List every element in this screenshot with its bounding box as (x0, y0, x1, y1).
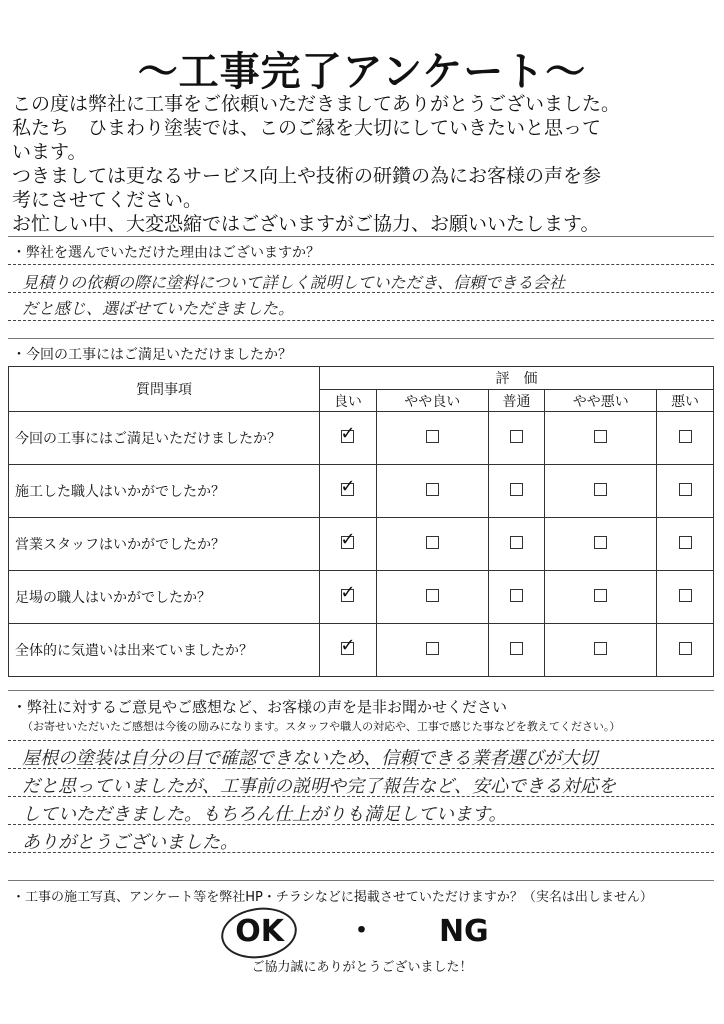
option-header: やや良い (376, 390, 488, 412)
row-question: 全体的に気遣いは出来ていましたか？ (9, 624, 320, 677)
option-cell (545, 571, 657, 624)
answer-line (8, 824, 714, 825)
option-cell (488, 624, 545, 677)
checkbox[interactable] (679, 483, 692, 496)
intro-line: お忙しい中、大変恐縮ではございますがご協力、お願いいたします。 (12, 213, 600, 235)
checkbox[interactable] (426, 483, 439, 496)
table-row (9, 412, 714, 465)
checkbox[interactable] (426, 430, 439, 443)
table-row (9, 571, 714, 624)
answer-line (8, 320, 714, 321)
option-cell (657, 571, 714, 624)
answer-line (8, 852, 714, 853)
q2-heading: ・今回の工事にはご満足いただけましたか？ (12, 347, 292, 363)
row-question: 営業スタッフはいかがでしたか？ (9, 518, 320, 571)
checkmark-icon: ✓ (340, 634, 356, 656)
option-cell (545, 465, 657, 518)
divider (8, 880, 714, 881)
option-header: 普通 (488, 390, 545, 412)
col-question-header: 質問事項 (9, 367, 320, 412)
answer-line (8, 768, 714, 769)
q3-answer-line: していただきました。もちろん仕上がりも満足しています。 (22, 804, 507, 825)
checkbox[interactable] (426, 642, 439, 655)
checked-checkbox[interactable] (340, 475, 356, 497)
checkbox[interactable] (679, 642, 692, 655)
option-cell (376, 465, 488, 518)
checked-checkbox[interactable] (340, 634, 356, 656)
q1-heading: ・弊社を選んでいただけた理由はございますか？ (12, 245, 320, 261)
option-cell (545, 412, 657, 465)
divider (8, 690, 714, 691)
intro-line: います。 (12, 141, 87, 163)
checkbox[interactable] (426, 536, 439, 549)
intro-line: 私たち ひまわり塗装では、このご縁を大切にしていきたいと思って (12, 117, 602, 139)
option-cell (657, 518, 714, 571)
checkbox[interactable] (679, 536, 692, 549)
ng-option[interactable]: NG (438, 914, 489, 949)
option-cell (657, 412, 714, 465)
option-cell (488, 412, 545, 465)
option-cell (320, 518, 377, 571)
checkmark-icon: ✓ (340, 475, 356, 497)
checkbox[interactable] (510, 536, 523, 549)
row-question: 足場の職人はいかがでしたか？ (9, 571, 320, 624)
divider (8, 338, 714, 339)
ok-option-circled[interactable]: OK (235, 914, 285, 949)
checkmark-icon: ✓ (340, 581, 356, 603)
checkbox[interactable] (594, 483, 607, 496)
checkbox[interactable] (594, 430, 607, 443)
option-cell (320, 412, 377, 465)
page-title: 〜工事完了アンケート〜 (137, 49, 587, 95)
q3-answer-line: ありがとうございました。 (22, 832, 238, 853)
q3-answer-line: 屋根の塗装は自分の目で確認できないため、信頼できる業者選びが大切 (22, 748, 598, 769)
checkbox[interactable] (594, 642, 607, 655)
q3-note: （お寄せいただいたご感想は今後の励みになります。スタッフや職人の対応や、工事で感じた事などを教えてください。） (22, 720, 621, 733)
checked-checkbox[interactable] (340, 528, 356, 550)
intro-line: 考にさせてください。 (12, 189, 203, 211)
checkbox[interactable] (510, 483, 523, 496)
option-cell (488, 518, 545, 571)
checkbox[interactable] (679, 589, 692, 602)
option-cell (545, 624, 657, 677)
checkmark-icon: ✓ (340, 528, 356, 550)
thanks-message: ご協力誠にありがとうございました！ (251, 960, 473, 975)
option-cell (320, 624, 377, 677)
row-question: 今回の工事にはご満足いただけましたか？ (9, 412, 320, 465)
checkbox[interactable] (594, 589, 607, 602)
checkbox[interactable] (594, 536, 607, 549)
checkbox[interactable] (510, 589, 523, 602)
option-cell (488, 465, 545, 518)
table-row (9, 465, 714, 518)
option-cell (657, 465, 714, 518)
intro-text (12, 92, 712, 236)
option-header: 悪い (657, 390, 714, 412)
q4-heading: ・工事の施工写真、アンケート等を弊社HP・チラシなどに掲載させていただけますか？（実名は出しません） (12, 890, 653, 905)
row-question: 施工した職人はいかがでしたか？ (9, 465, 320, 518)
checkbox[interactable] (426, 589, 439, 602)
answer-line (8, 740, 714, 741)
option-cell (376, 518, 488, 571)
answer-line (8, 264, 714, 265)
option-cell (488, 571, 545, 624)
option-header: 良い (320, 390, 377, 412)
checkmark-icon: ✓ (340, 422, 356, 444)
option-cell (376, 571, 488, 624)
q3-heading: ・弊社に対するご意見やご感想など、お客様の声を是非お聞かせください (12, 698, 508, 716)
option-cell (376, 624, 488, 677)
divider (8, 236, 714, 237)
rating-table (8, 366, 714, 677)
q1-answer-line: だと感じ、選ばせていただきました。 (22, 299, 295, 318)
checkbox[interactable] (510, 642, 523, 655)
table-row (9, 624, 714, 677)
consent-options (0, 906, 724, 950)
q1-answer-line: 見積りの依頼の際に塗料について詳しく説明していただき、信頼できる会社 (22, 273, 566, 292)
table-row (9, 518, 714, 571)
q3-answer-line: だと思っていましたが、工事前の説明や完了報告など、安心できる対応を (22, 776, 616, 797)
answer-line (8, 796, 714, 797)
option-cell (376, 412, 488, 465)
option-cell (320, 571, 377, 624)
checked-checkbox[interactable] (340, 422, 356, 444)
col-rating-header: 評 価 (320, 367, 714, 390)
checkbox[interactable] (510, 430, 523, 443)
option-cell (320, 465, 377, 518)
intro-line: この度は弊社に工事をご依頼いただきましてありがとうございました。 (12, 93, 621, 115)
option-cell (657, 624, 714, 677)
separator-dot: ・ (346, 914, 377, 949)
answer-line (8, 292, 714, 293)
checked-checkbox[interactable] (340, 581, 356, 603)
checkbox[interactable] (679, 430, 692, 443)
intro-line: つきましては更なるサービス向上や技術の研鑽の為にお客様の声を参 (12, 165, 602, 187)
option-cell (545, 518, 657, 571)
option-header: やや悪い (545, 390, 657, 412)
